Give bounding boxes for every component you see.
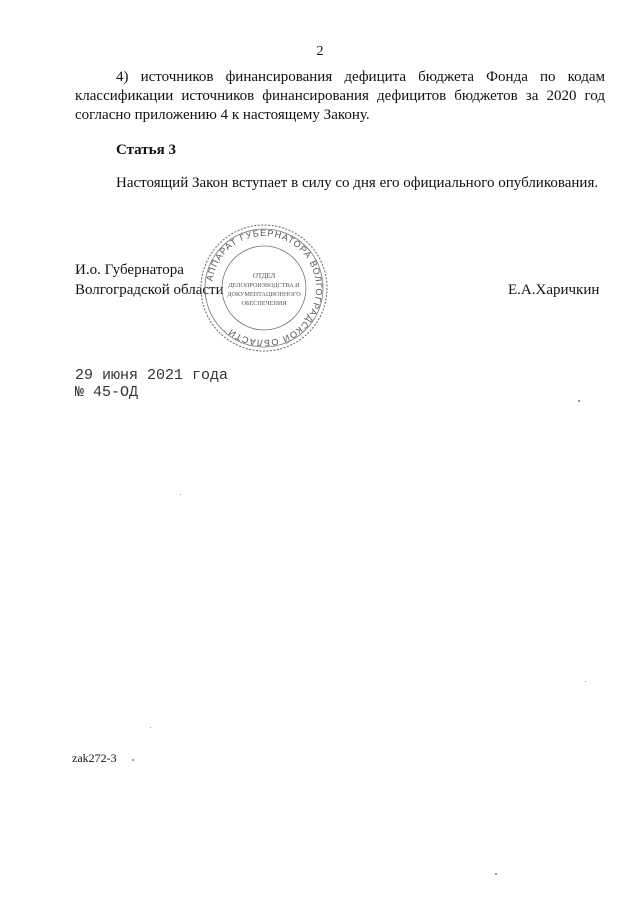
official-stamp-seal [198,222,330,354]
paragraph-financing-sources: 4) источников финансирования дефицита бюджета Фонда по кодам классификации источников финансирования дефицитов бюджетов за 2020 год согласно приложению 4 к настоящему Закону. [75,69,605,123]
number-line: № 45-ОД [75,384,139,401]
article-heading: Статья 3 [116,142,176,158]
scan-speck [132,759,134,761]
stamp-inner-line-4: ОБЕСПЕЧЕНИЯ [241,300,287,307]
scan-speck [180,494,181,495]
scan-speck [585,681,586,682]
footer-code: zak272-3 [72,751,117,765]
date-line: 29 июня 2021 года [75,367,229,384]
signer-name: Е.А.Харичкин [508,282,600,298]
signer-title-line-2: Волгоградской области [75,282,224,298]
scan-speck [495,873,497,875]
stamp-inner-line-3: ДОКУМЕНТАЦИОННОГО [227,291,301,298]
stamp-outer-text: АППАРАТ ГУБЕРНАТОРА ВОЛГОГРАДСКОЙ ОБЛАСТИ [204,227,325,349]
scan-speck [150,727,151,728]
stamp-inner-line-1: ОТДЕЛ [252,272,276,280]
page-number: 2 [316,44,324,59]
scan-speck [578,400,580,402]
paragraph-entry-into-force: Настоящий Закон вступает в силу со дня его официального опубликования. [116,175,599,191]
signer-title-line-1: И.о. Губернатора [75,262,184,278]
stamp-inner-line-2: ДЕЛОПРОИЗВОДСТВА И [228,282,300,289]
